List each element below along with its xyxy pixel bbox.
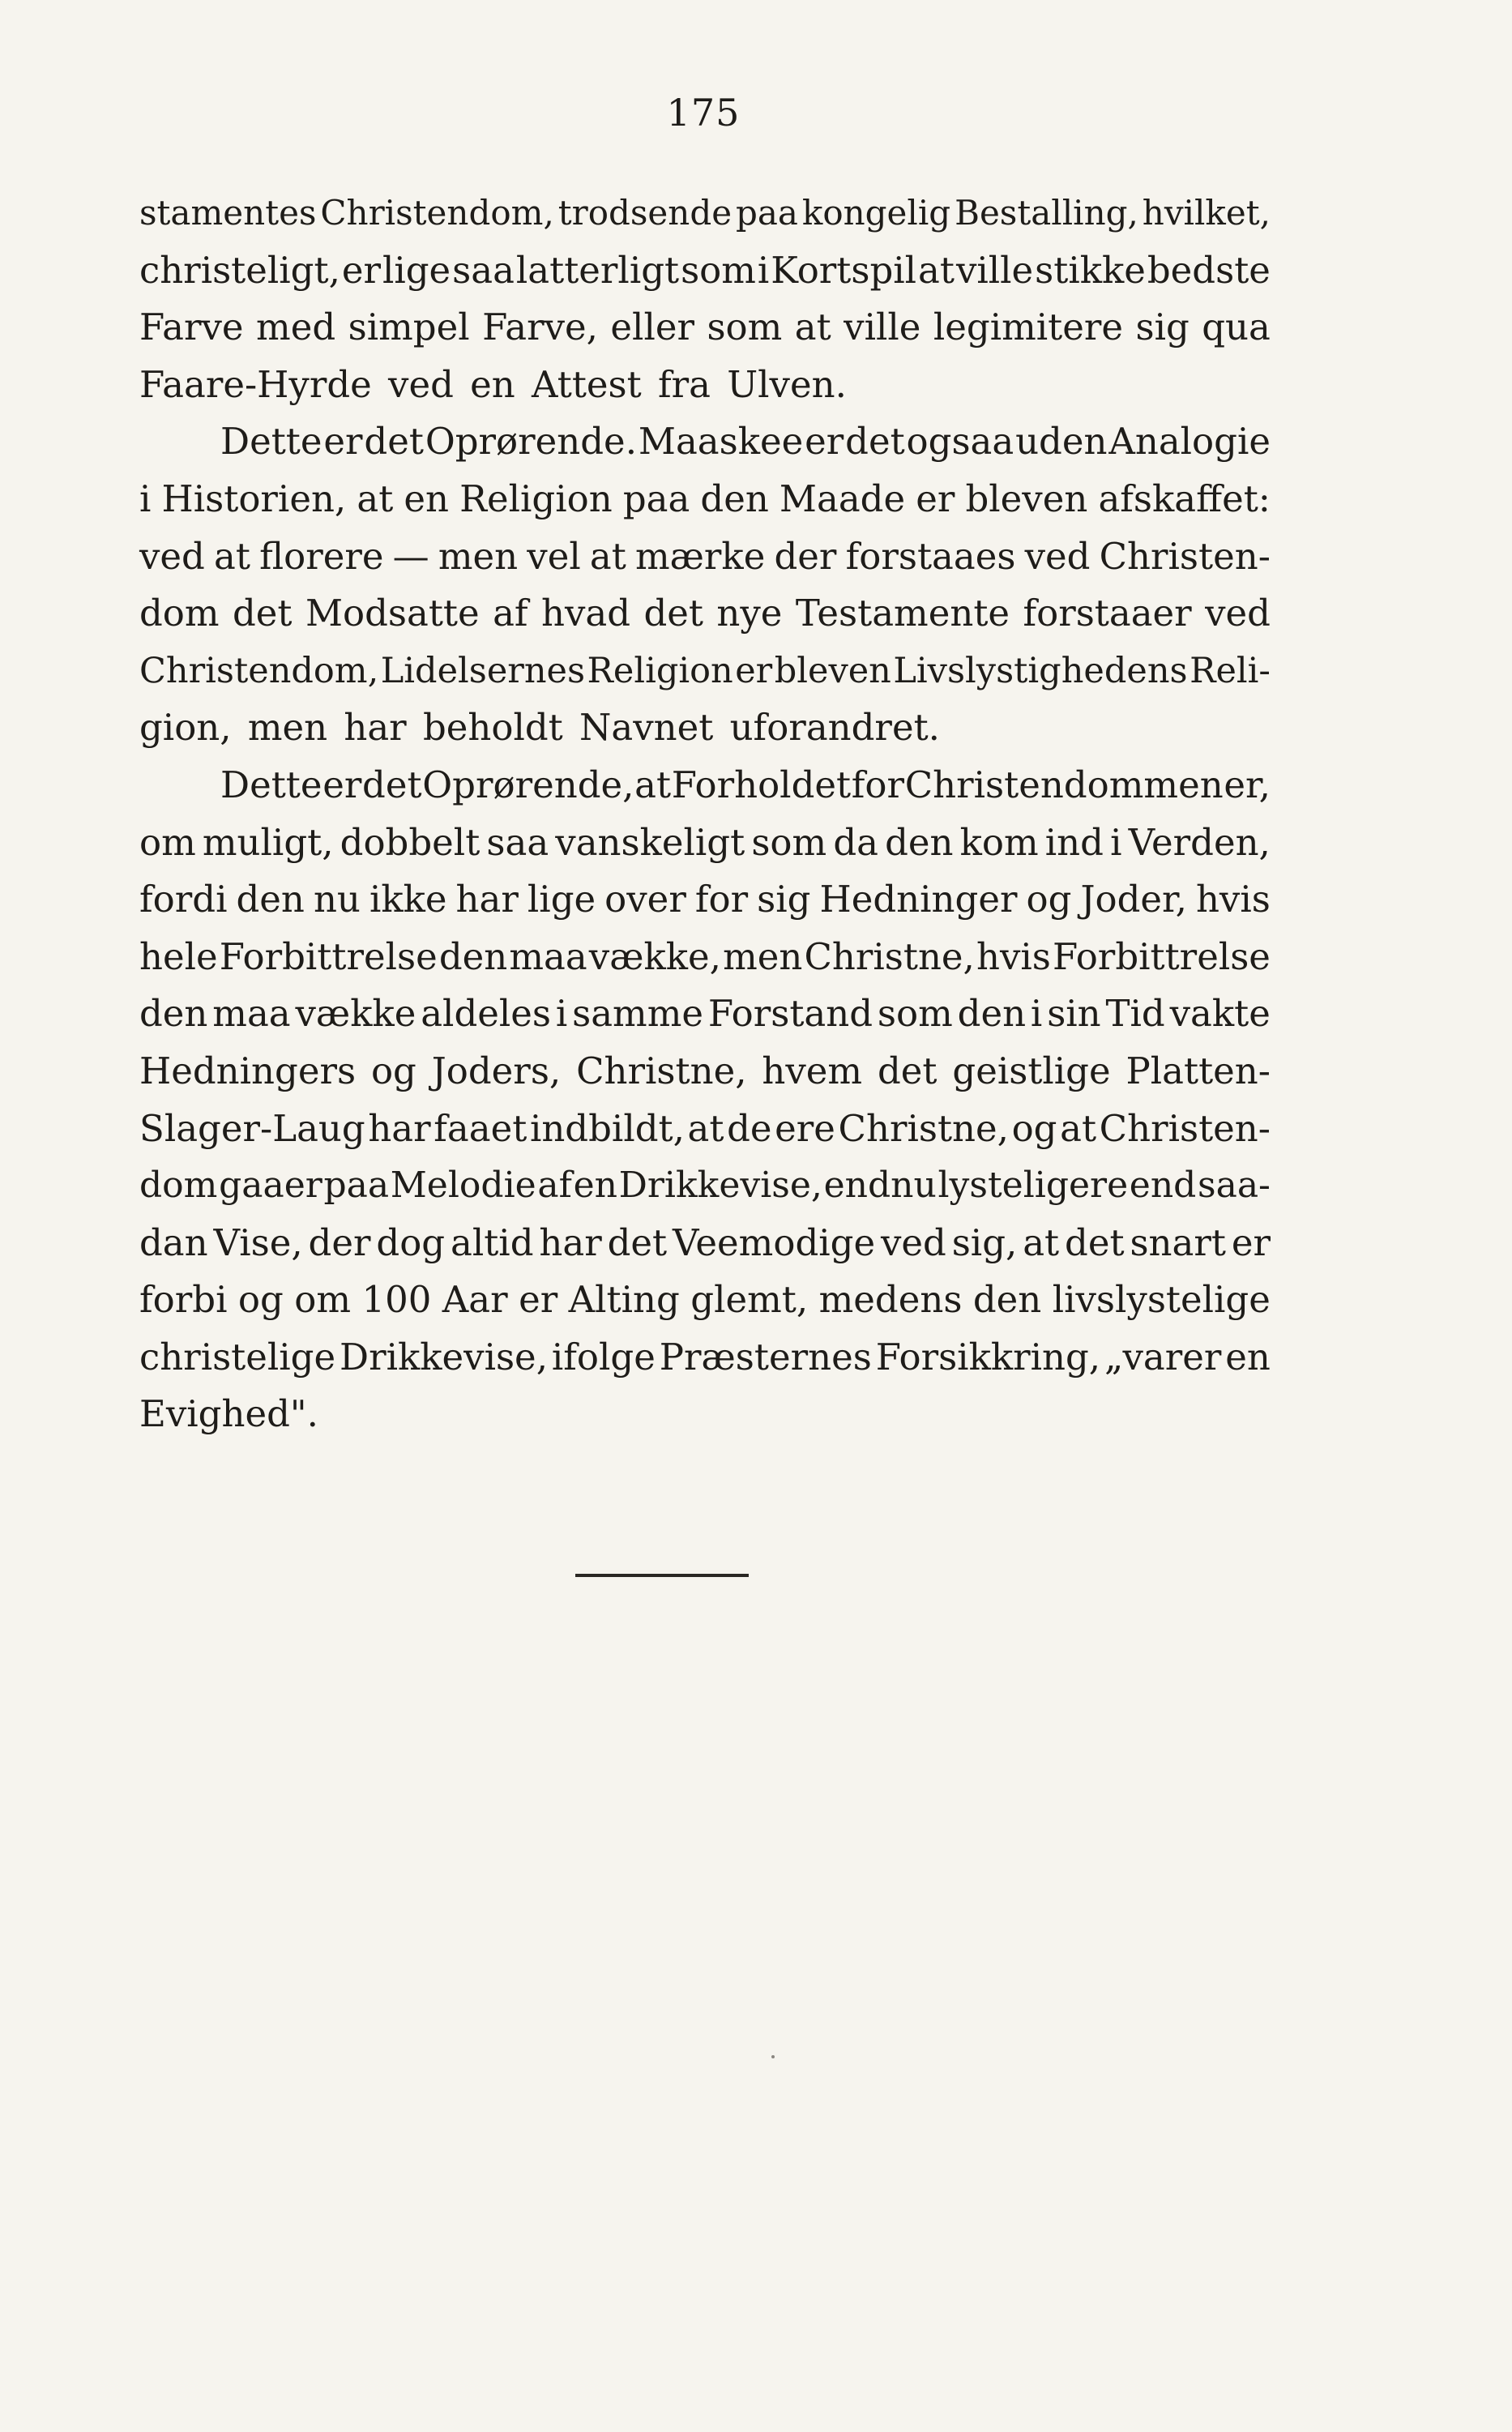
text-line: den maa vække aldeles i samme Forstand som den i sin Tid vakte [139, 992, 1271, 1036]
section-divider [575, 1574, 749, 1577]
text-line: Dette er det Oprørende, at Forholdet for Christendommen er, [220, 763, 1271, 806]
text-line: Hedningers og Joders, Christne, hvem det geistlige Platten- [139, 1049, 1271, 1092]
text-line: Farve med simpel Farve, eller som at ville legimitere sig qua [139, 306, 1271, 349]
text-line: dom det Modsatte af hvad det nye Testamente forstaaer ved [139, 592, 1271, 635]
text-line: dom gaaer paa Melodie af en Drikkevise, endnu lysteligere end saa- [139, 1165, 1271, 1207]
page-number: 175 [666, 91, 741, 135]
text-line: Slager-Laug har faaet indbildt, at de ere Christne, og at Christen- [139, 1106, 1271, 1150]
body-text [139, 185, 1271, 1443]
text-line: christeligt, er lige saa latterligt som i Kortspil at ville stikke bedste [139, 248, 1271, 292]
text-line: forbi og om 100 Aar er Alting glemt, medens den livslystelige [139, 1278, 1271, 1322]
text-line: stamentes Christendom, trodsende paa kongelig Bestalling, hvilket, [139, 193, 1271, 233]
text-line: dan Vise, der dog altid har det Veemodige ved sig, at det snart er [139, 1220, 1271, 1264]
text-line: ved at florere — men vel at mærke der forstaaes ved Christen- [139, 534, 1271, 578]
text-line: Christendom, Lidelsernes Religion er bleven Livslystighedens Reli- [139, 650, 1271, 691]
text-line: fordi den nu ikke har lige over for sig Hedninger og Joder, hvis [139, 878, 1271, 921]
text-line: Faare-Hyrde ved en Attest fra Ulven. [139, 362, 847, 406]
text-line: gion, men har beholdt Navnet uforandret. [139, 706, 940, 750]
text-line: Evighed". [139, 1392, 318, 1436]
text-line: hele Forbittrelse den maa vække, men Christne, hvis Forbittrelse [139, 934, 1271, 978]
paper-speck [771, 2055, 775, 2058]
text-line: om muligt, dobbelt saa vanskeligt som da den kom ind i Verden, [139, 820, 1271, 864]
text-line: christelige Drikkevise, ifolge Præsternes Forsikkring, „varer en [139, 1335, 1271, 1378]
text-line: i Historien, at en Religion paa den Maade er bleven afskaffet: [139, 477, 1271, 520]
text-line: Dette er det Oprørende. Maaskee er det ogsaa uden Analogie [220, 420, 1271, 464]
